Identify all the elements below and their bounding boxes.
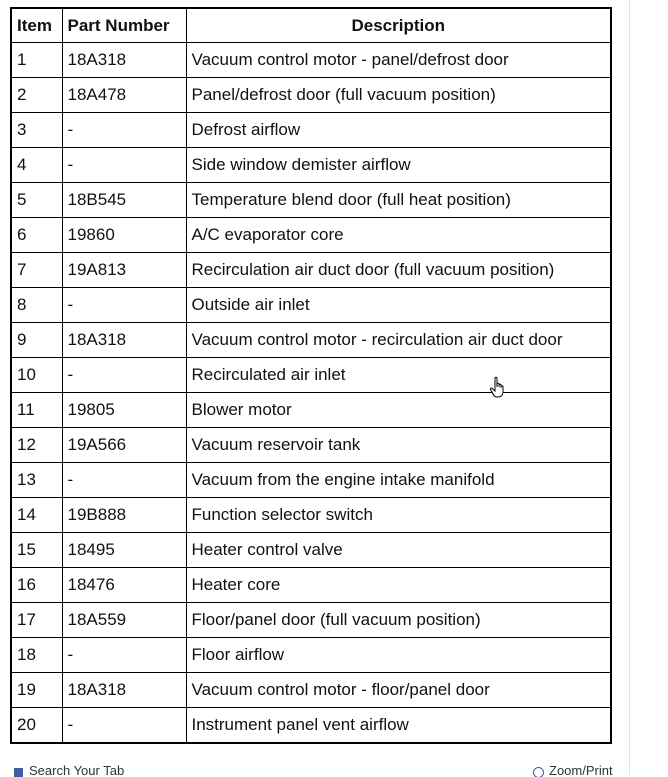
row-description: Heater control valve bbox=[186, 533, 611, 568]
row-description: Blower motor bbox=[186, 393, 611, 428]
row-item-number: 15 bbox=[11, 533, 62, 568]
row-description: Instrument panel vent airflow bbox=[186, 708, 611, 744]
row-item-number: 6 bbox=[11, 218, 62, 253]
row-description: Floor/panel door (full vacuum position) bbox=[186, 603, 611, 638]
table-row bbox=[11, 568, 611, 603]
search-tab-label: Search Your Tab bbox=[29, 765, 125, 777]
zoom-print-link[interactable] bbox=[533, 765, 613, 777]
row-part-number: - bbox=[62, 288, 186, 323]
row-description: Vacuum control motor - floor/panel door bbox=[186, 673, 611, 708]
row-description: Recirculation air duct door (full vacuum position) bbox=[186, 253, 611, 288]
row-item-number: 8 bbox=[11, 288, 62, 323]
row-item-number: 7 bbox=[11, 253, 62, 288]
zoom-icon bbox=[533, 767, 544, 777]
hand-pointer-icon bbox=[488, 376, 508, 400]
row-item-number: 1 bbox=[11, 43, 62, 78]
row-description: Vacuum control motor - panel/defrost door bbox=[186, 43, 611, 78]
table-row bbox=[11, 498, 611, 533]
row-description: Outside air inlet bbox=[186, 288, 611, 323]
row-part-number: 18495 bbox=[62, 533, 186, 568]
row-part-number: - bbox=[62, 463, 186, 498]
table-row bbox=[11, 673, 611, 708]
table-row bbox=[11, 288, 611, 323]
row-part-number: 18476 bbox=[62, 568, 186, 603]
row-description: Floor airflow bbox=[186, 638, 611, 673]
row-part-number: - bbox=[62, 113, 186, 148]
row-description: Defrost airflow bbox=[186, 113, 611, 148]
expand-icon bbox=[14, 768, 23, 777]
row-part-number: - bbox=[62, 638, 186, 673]
row-item-number: 19 bbox=[11, 673, 62, 708]
table-row bbox=[11, 253, 611, 288]
row-part-number: 18A559 bbox=[62, 603, 186, 638]
row-description: Vacuum reservoir tank bbox=[186, 428, 611, 463]
table-row bbox=[11, 603, 611, 638]
row-part-number: 19860 bbox=[62, 218, 186, 253]
row-item-number: 17 bbox=[11, 603, 62, 638]
zoom-print-label: Zoom/Print bbox=[549, 765, 613, 777]
row-item-number: 16 bbox=[11, 568, 62, 603]
table-row bbox=[11, 358, 611, 393]
row-item-number: 14 bbox=[11, 498, 62, 533]
table-row bbox=[11, 323, 611, 358]
row-description: A/C evaporator core bbox=[186, 218, 611, 253]
row-description: Recirculated air inlet bbox=[186, 358, 611, 393]
row-part-number: 18A478 bbox=[62, 78, 186, 113]
parts-table bbox=[10, 7, 612, 744]
table-row bbox=[11, 428, 611, 463]
row-part-number: 18A318 bbox=[62, 43, 186, 78]
row-item-number: 13 bbox=[11, 463, 62, 498]
header-description: Description bbox=[186, 8, 611, 43]
row-description: Panel/defrost door (full vacuum position) bbox=[186, 78, 611, 113]
row-part-number: - bbox=[62, 358, 186, 393]
table-row bbox=[11, 708, 611, 744]
row-item-number: 5 bbox=[11, 183, 62, 218]
row-item-number: 12 bbox=[11, 428, 62, 463]
row-item-number: 3 bbox=[11, 113, 62, 148]
row-item-number: 20 bbox=[11, 708, 62, 744]
row-part-number: - bbox=[62, 148, 186, 183]
row-part-number: 18A318 bbox=[62, 673, 186, 708]
row-description: Heater core bbox=[186, 568, 611, 603]
row-description: Function selector switch bbox=[186, 498, 611, 533]
row-item-number: 18 bbox=[11, 638, 62, 673]
table-row bbox=[11, 43, 611, 78]
row-part-number: 19A813 bbox=[62, 253, 186, 288]
search-tab-link[interactable] bbox=[14, 765, 144, 777]
row-part-number: 19B888 bbox=[62, 498, 186, 533]
row-item-number: 4 bbox=[11, 148, 62, 183]
table-row bbox=[11, 78, 611, 113]
row-description: Vacuum from the engine intake manifold bbox=[186, 463, 611, 498]
row-item-number: 10 bbox=[11, 358, 62, 393]
table-row bbox=[11, 638, 611, 673]
table-row bbox=[11, 393, 611, 428]
row-part-number: 19A566 bbox=[62, 428, 186, 463]
row-description: Side window demister airflow bbox=[186, 148, 611, 183]
row-item-number: 9 bbox=[11, 323, 62, 358]
row-item-number: 11 bbox=[11, 393, 62, 428]
table-header-row bbox=[11, 8, 611, 43]
table-row bbox=[11, 148, 611, 183]
header-part-number: Part Number bbox=[62, 8, 186, 43]
row-description: Vacuum control motor - recirculation air duct door bbox=[186, 323, 611, 358]
row-part-number: - bbox=[62, 708, 186, 744]
row-part-number: 19805 bbox=[62, 393, 186, 428]
row-part-number: 18B545 bbox=[62, 183, 186, 218]
table-row bbox=[11, 183, 611, 218]
header-item: Item bbox=[11, 8, 62, 43]
row-description: Temperature blend door (full heat position) bbox=[186, 183, 611, 218]
row-part-number: 18A318 bbox=[62, 323, 186, 358]
table-row bbox=[11, 533, 611, 568]
table-row bbox=[11, 463, 611, 498]
table-row bbox=[11, 113, 611, 148]
table-row bbox=[11, 218, 611, 253]
row-item-number: 2 bbox=[11, 78, 62, 113]
